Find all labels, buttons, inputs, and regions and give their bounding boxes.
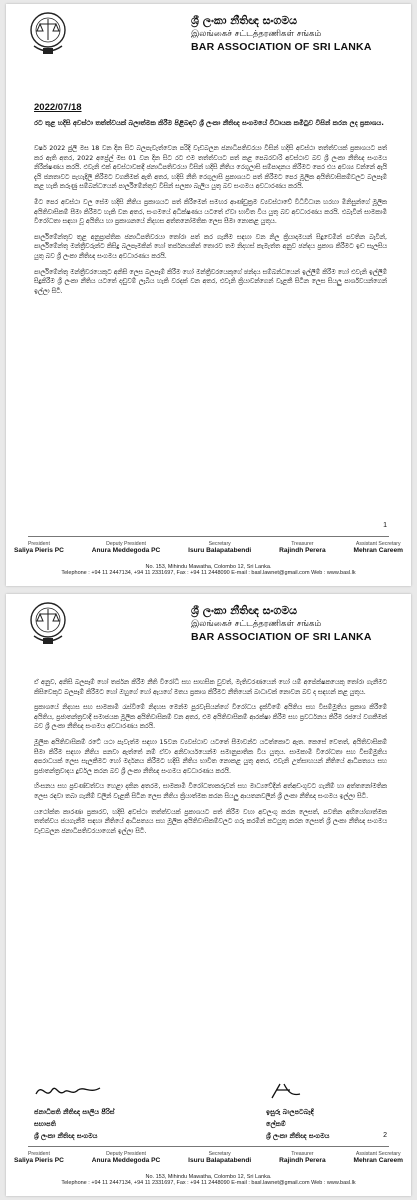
page-number: 2 xyxy=(383,1132,387,1139)
signatory-role: ලේකම් xyxy=(266,1120,286,1128)
document-date: 2022/07/18 xyxy=(34,102,82,113)
paragraph: ඒ අනුව, අනිසි බලපෑම් හෝ තර්ජන කිරීම නීති විරෝධී සහ සාහසික වුවත්, මැතිවරණයෙන් හෝ යම් අපේක්ෂකයෙකු තෝරා ගැනීමට කිසිවෙකුට බලපෑම් කිරීමට හෝ ඔහුගේ හෝ ඇයගේ මතය ප්‍රකාශ කිරීමට නීතියෙන් බාධාවක් නොවන බව ද සඳහන් කළ යුතුය. xyxy=(34,679,387,696)
paragraph: හිංසනය සහ ප්‍රචණ්ඩත්වය හෙළා දකින අතරම, සාමකාමී විරෝධතාකරුවන් සහ මාධ්‍යවේදීන් අත්අඩංගුවට ගැනීම් හා අත්තනෝමතික ලෙස රඳවා තබා ගැනීම් වලින් වැළකී සිටින ලෙස නීතිය ක්‍රියාත්මක කරන සියලු ආයතනවලින් ශ්‍රී ලංකා නීතිඥ සංගමය ඉල්ලා සිටී. xyxy=(34,783,387,800)
bar-association-emblem-icon xyxy=(26,600,70,648)
footer-divider xyxy=(28,1146,389,1147)
footer-divider xyxy=(28,536,389,537)
secretary-signature xyxy=(266,1080,416,1142)
page-footer xyxy=(6,522,411,584)
officer: Deputy President Anura Meddegoda PC xyxy=(91,1151,161,1164)
signatory-name: ජනාධිපති නීතිඥ සාලිය පීරිස් xyxy=(34,1108,115,1116)
letterhead xyxy=(6,594,411,656)
page-number: 1 xyxy=(383,522,387,529)
page2-body xyxy=(34,678,387,842)
officer: Assistant Secretary Mehran Careem xyxy=(353,541,403,554)
officer: President Saliya Pieris PC xyxy=(14,541,64,554)
org-name-sinhala: ශ්‍රී ලංකා නීතිඥ සංගමය xyxy=(191,14,298,27)
signatory-role: සභාපති xyxy=(34,1120,56,1128)
signature-block xyxy=(34,1080,387,1150)
president-signature xyxy=(34,1080,234,1142)
officer: Treasurer Rajindh Perera xyxy=(279,1151,326,1164)
paragraph: මීට පෙර අවස්ථා වල සේම හදිසි නීතිය ප්‍රකාශයට පත් කිරීමෙන් සමහර ආණ්ඩුක්‍රම ව්‍යවස්ථාවේ විධිවිධාන හරහා මිනිසුන්ගේ මූලික අයිතිවාසිකම් සීමා කිරීමට හැකි වන අතර, සංගමයේ අධීක්ෂණය යටතේ ඒවා භාවිත විය යුතු බව අවධාරණය කරයි. එබැවින් සාමකාමී විරෝධතා සඳහා වූ අයිතිය හා ප්‍රකාශනයේ නිදහස අත්තනෝමතික ලෙස සීමා නොකළ යුතුය. xyxy=(34,198,387,226)
paragraph: පාර්ලිමේන්තුව තුළ අනුප්‍රාප්තික ජනාධිපතිවරයා තෝරා පත් කර ගැනීම සඳහා වන නිල ක්‍රියාදාමයන් සිදුවෙමින් පවතින බැවින්, පාර්ලිමේන්තු මන්ත්‍රීවරුන්ට කිසිදු බලපෑමකින් හෝ තර්ජනයකින් තොරව තම නිදහස් කැමැත්ත අනුව ඡන්දය ප්‍රකාශ කිරීමට ඉඩ සැලසිය යුතු බව ශ්‍රී ලංකා නීතිඥ සංගමය අවධාරණය කරයි. xyxy=(34,233,387,260)
bar-association-emblem-icon xyxy=(26,10,70,58)
officer: Deputy President Anura Meddegoda PC xyxy=(91,541,161,554)
document-title: රට තුළ හදිසි අවස්ථා තත්ත්වයක් බලාත්මක කිරීම පිළිබඳව ශ්‍රී ලංකා නීතිඥ සංගමයේ විධායක කමිටුව විසින් කරන ලද ප්‍රකාශය. xyxy=(34,119,384,127)
officer: Treasurer Rajindh Perera xyxy=(279,541,326,554)
footer-address: No. 153, Mihindu Mawatha, Colombo 12, Sri Lanka. Telephone : +94 11 2447134, +94 11 2331697, Fax : +94 11 2448090 E-mail : basl.lawnet@gmail.com Web : www.basl.lk xyxy=(61,1174,356,1186)
page1-body xyxy=(34,144,387,302)
org-name-english: BAR ASSOCIATION OF SRI LANKA xyxy=(191,631,372,643)
officer: Assistant Secretary Mehran Careem xyxy=(353,1151,403,1164)
paragraph: මූලික අයිතිවාසිකම් රටේ යථා පැවැත්ම සඳහා 15වන ව්‍යවස්ථාව යටතේ සීමාවන්ට යටත්කොට ඇත. කෙසේ වෙතත්, අයිතිවාසිකම් සීමා කිරීම සඳහා නීතිය පනවා ඇත්තේ නම් ඒවා අනිවාර්යයෙන්ම සමානුපාතික විය යුතුය. සාමකාමී විරෝධතා සහ විසම්මුතිය අපරාධයක් ලෙස සැලකීමට හෝ මර්දනය කිරීමට හදිසි නීතිය භාවිත නොකළ යුතු අතර, එවැනි උත්සාහයන් නීතියේ ආධිපත්‍යය සහ ප්‍රජාතන්ත්‍රවාදය දුර්වල කරන බව ශ්‍රී ලංකා නීතිඥ සංගමය අවධාරණය කරයි. xyxy=(34,738,387,775)
signatory-org: ශ්‍රී ලංකා නීතිඥ සංගමය xyxy=(34,1132,98,1140)
letter-page-2 xyxy=(6,594,411,1196)
paragraph: පාර්ලිමේන්තු මන්ත්‍රීවරයෙකුට අනිසි ලෙස බලපෑම් කිරීම හෝ මන්ත්‍රීවරයෙකුගේ ඡන්දය සම්බන්ධයෙන් ඉල්ලීම් කිරීම හෝ එවැනි ඉල්ලීම් සිදුකිරීම ශ්‍රී ලංකා නීතිය යටතේ දඬුවම් ලැබිය හැකි වරදක් වන අතර, එවැනි ක්‍රියාවන්ගෙන් වැළකී සිටින ලෙස සියලු පාර්ශ්වයන්ගෙන් ඉල්ලා සිටී. xyxy=(34,268,387,295)
officer: Secretary Isuru Balapatabendi xyxy=(188,1151,252,1164)
signatory-name: ඉසුරු බාලපටබැඳි xyxy=(266,1108,314,1116)
org-name-sinhala: ශ්‍රී ලංකා නීතිඥ සංගමය xyxy=(191,604,298,617)
letter-page-1 xyxy=(6,4,411,586)
letterhead xyxy=(6,4,411,66)
officer: Secretary Isuru Balapatabendi xyxy=(188,541,252,554)
paragraph: යථෝක්ත කාරණා ප්‍රකාරව, හදිසි අවස්ථා තත්ත්වයක් ප්‍රකාශයට පත් කිරීම වහා අවලංගු කරන ලෙසත්, පවතින අභියෝගාත්මක තත්ත්වය ජයගැනීම සඳහා නීතියේ ආධිපත්‍යය සහ මූලික අයිතිවාසිකම්වලට ගරු කරමින් කටයුතු කරන ලෙසත් ශ්‍රී ලංකා නීතිඥ සංගමය වැඩබලන ජනාධිපතිවරයාගෙන් ඉල්ලා සිටී. xyxy=(34,808,387,835)
paragraph: ප්‍රකාශයේ නිදහස සහ සාමකාමී රැස්වීමේ නිදහස මෙන්ම පුරවැසියන්ගේ විරෝධය දැක්වීමේ අයිතිය සහ විසම්මුතිය ප්‍රකාශ කිරීමේ අයිතිය, ප්‍රජාතන්ත්‍රවාදී සමාජයක මූලික අයිතිවාසිකම් වන අතර, එම අයිතිවාසිකම් ආරක්ෂා කිරීම සහ ප්‍රවර්ධනය කිරීම රජයේ වගකීමක් බව ශ්‍රී ලංකා නීතිඥ සංගමය අවධාරණය කරයි. xyxy=(34,704,387,731)
signatory-org: ශ්‍රී ලංකා නීතිඥ සංගමය xyxy=(266,1132,330,1140)
handwritten-signature-icon xyxy=(266,1080,306,1102)
footer-address: No. 153, Mihindu Mawatha, Colombo 12, Sri Lanka. Telephone : +94 11 2447134, +94 11 2331697, Fax : +94 11 2448090 E-mail : basl.lawnet@gmail.com Web : www.basl.lk xyxy=(61,564,356,576)
org-name-tamil: இலங்கைச் சட்டத்தரணிகள் சங்கம் xyxy=(191,29,322,39)
org-name-tamil: இலங்கைச் சட்டத்தரணிகள் சங்கம் xyxy=(191,619,322,629)
paragraph: වර්ෂ 2022 ජුලි මස 18 වන දින සිට බලපැවැත්වෙන පරිදි වැඩබලන ජනාධිපතිවරයා විසින් හදිසි අවස්ථා තත්ත්වයක් ප්‍රකාශයට පත් කර ඇති අතර, 2022 අප්‍රේල් මස 01 වන දින සිට රට එම තත්ත්වයට පත් කළ පෙබරවාරි අවස්ථාව බව ශ්‍රී ලංකා නීතිඥ සංගමය නිරීක්ෂණය කරයි. එවැනි එක් අවස්ථාවකදී ජනාධිපතිවරයා විසින් හදිසි නීතිය රෙගුලාසි සම්පාදනය කිරීමට පෙර එය අවශ්‍ය වන්නේ ඇයි දැයි ජනතාවට පැහැදිලි කිරීමට වගකීමක් ඇති අතර, හදිසි නීති රෙගුලාසි ප්‍රකාශයට පත් කිරීමට පෙර මූලික අයිතිවාසිකම්වලට බලපෑම් කළ හැකි කරුණු සම්බන්ධයෙන් පාර්ලිමේන්තුව විසින් සලකා බැලිය යුතු බව සංගමය අවධාරණය කරයි. xyxy=(34,145,387,191)
officer-list xyxy=(14,541,403,554)
officer-list xyxy=(14,1151,403,1164)
officer: President Saliya Pieris PC xyxy=(14,1151,64,1164)
org-name-english: BAR ASSOCIATION OF SRI LANKA xyxy=(191,41,372,53)
handwritten-signature-icon xyxy=(34,1080,104,1102)
